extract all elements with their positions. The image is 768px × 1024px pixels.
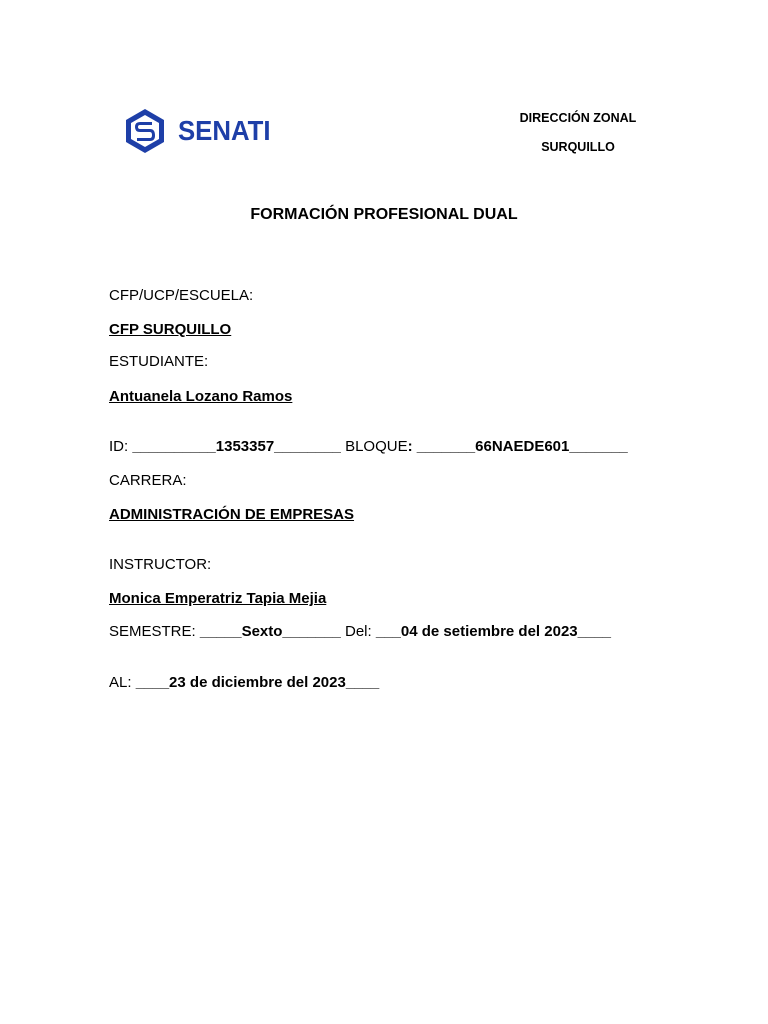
bloque-label: BLOQUE xyxy=(340,438,408,455)
career-label: CARRERA: xyxy=(109,472,187,489)
semester-row xyxy=(109,623,611,640)
al-label: AL: xyxy=(109,674,136,691)
document-title: FORMACIÓN PROFESIONAL DUAL xyxy=(250,206,518,223)
cfp-value: CFP SURQUILLO xyxy=(109,321,232,338)
student-value: Antuanela Lozano Ramos xyxy=(109,388,293,405)
student-label: ESTUDIANTE: xyxy=(109,353,209,370)
id-bloque-row xyxy=(109,438,628,455)
senati-emblem-icon xyxy=(122,108,168,154)
zonal-location: SURQUILLO xyxy=(541,140,615,154)
senati-logo xyxy=(122,108,279,154)
al-value: ____23 de diciembre del 2023____ xyxy=(135,674,380,691)
del-value: ___04 de setiembre del 2023____ xyxy=(375,623,612,640)
cfp-label: CFP/UCP/ESCUELA: xyxy=(109,287,254,304)
semester-label: SEMESTRE: xyxy=(109,623,200,640)
al-row xyxy=(109,674,379,691)
instructor-value: Monica Emperatriz Tapia Mejia xyxy=(109,590,327,607)
instructor-label: INSTRUCTOR: xyxy=(109,556,212,573)
bloque-value: : _______66NAEDE601_______ xyxy=(407,438,628,455)
id-label: ID: xyxy=(109,438,133,455)
del-label: Del: xyxy=(340,623,376,640)
semester-value: _____Sexto_______ xyxy=(199,623,341,640)
logo-wordmark: SENATI xyxy=(178,115,271,146)
zonal-direction: DIRECCIÓN ZONAL xyxy=(519,111,637,125)
id-value: __________1353357________ xyxy=(132,438,341,455)
career-value: ADMINISTRACIÓN DE EMPRESAS xyxy=(109,506,355,523)
